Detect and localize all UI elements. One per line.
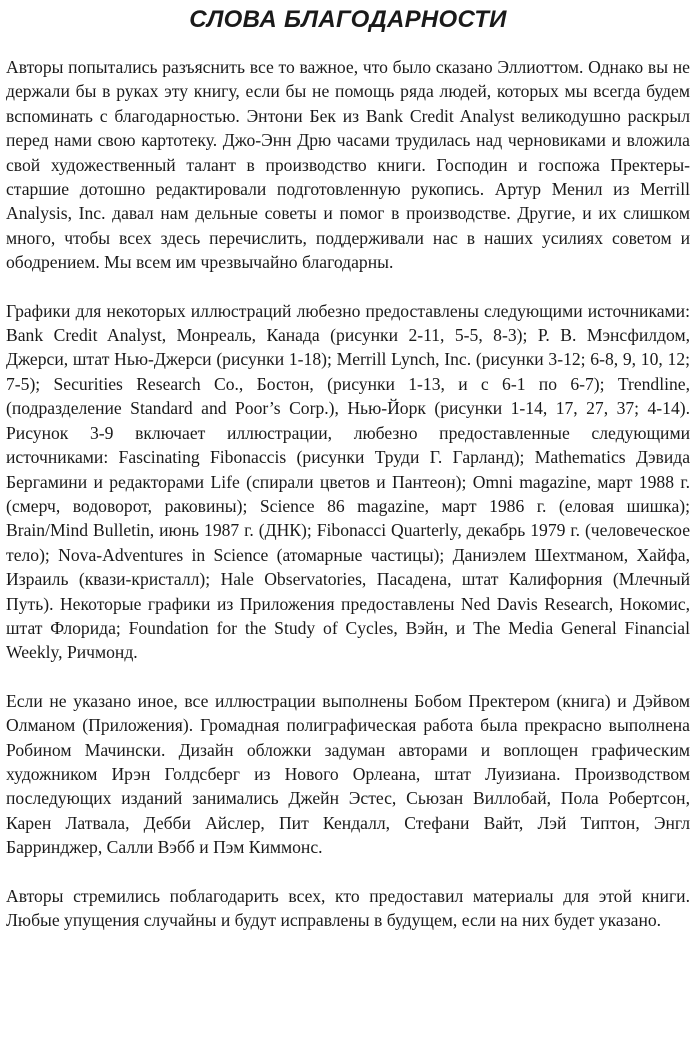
paragraph-illustration-sources: Графики для некоторых иллюстраций любезно предоставлены следующими источниками: Bank Credit Analyst, Монреаль, Канада (рисунки 2-11, 5-5, 8-3); Р. В. Мэнсфилдом, Джерси, штат Нью-Джерси (рисунки 1-18); Merrill Lynch, Inc. (рисунки 3-12; 6-8, 9, 10, 12; 7-5); Securities Research Co., Бостон, (рисунки 1-13, и с 6-1 по 6-7); Trendline, (подразделение Standard and Poor’s Corp.), Нью-Йорк (рисунки 1-14, 17, 27, 37; 4-14). Рисунок 3-9 включает иллюстрации, любезно предоставленные следующими источниками: Fascinating Fibonaccis (рисунки Труди Г. Гарланд); Mathematics Дэвида Бергамини и редакторами Life (спирали цветов и Пантеон); Omni magazine, март 1988 г. (смерч, водоворот, раковины); Science 86 magazine, март 1986 г. (еловая шишка); Brain/Mind Bulletin, июнь 1987 г. (ДНК); Fibonacci Quarterly, декабрь 1979 г. (человеческое тело); Nova-Adventures in Science (атомарные частицы); Даниэлем Шехтманом, Хайфа, Израиль (квази-кристалл); Hale Observatories, Пасадена, штат Калифорния (Млечный Путь). Некоторые графики из Приложения предоставлены Ned Davis Research, Нокомис, штат Флорида; Foundation for the Study of Cycles, Вэйн, и The Media General Financial Weekly, Ричмонд. xyxy=(6,300,690,663)
page-title: СЛОВА БЛАГОДАРНОСТИ xyxy=(189,6,507,33)
paragraph-illustration-credits: Если не указано иное, все иллюстрации выполнены Бобом Пректером (книга) и Дэйвом Олманом (Приложения). Громадная полиграфическая работа была прекрасно выполнена Робином Мачински. Дизайн обложки задуман авторами и воплощен графическим художником Ирэн Голдсберг из Нового Орлеана, штат Луизиана. Производством последующих изданий занимались Джейн Эстес, Сьюзан Виллобай, Пола Робертсон, Карен Латвала, Дебби Айслер, Пит Кендалл, Стефани Вайт, Лэй Типтон, Энгл Барринджер, Салли Вэбб и Пэм Киммонс. xyxy=(6,690,690,858)
paragraph-acknowledgements-people: Авторы попытались разъяснить все то важное, что было сказано Эллиоттом. Однако вы не держали бы в руках эту книгу, если бы не помощь ряда людей, которых мы всегда будем вспоминать с благодарностью. Энтони Бек из Bank Credit Analyst великодушно раскрыл перед нами свою картотеку. Джо-Энн Дрю часами трудилась над черновиками и вложила свой художественный талант в производство книги. Господин и госпожа Пректеры-старшие дотошно редактировали подготовленную рукопись. Артур Менил из Merrill Analysis, Inc. давал нам дельные советы и помог в производстве. Другие, и их слишком много, чтобы всех здесь перечислить, поддерживали нас в наших усилиях советом и ободрением. Мы всем им чрезвычайно благодарны. xyxy=(6,57,690,273)
paragraph-closing-note: Авторы стремились поблагодарить всех, кто предоставил материалы для этой книги. Любые упущения случайны и будут исправлены в будущем, если на них будет указано. xyxy=(6,885,690,930)
document-page xyxy=(6,0,690,932)
